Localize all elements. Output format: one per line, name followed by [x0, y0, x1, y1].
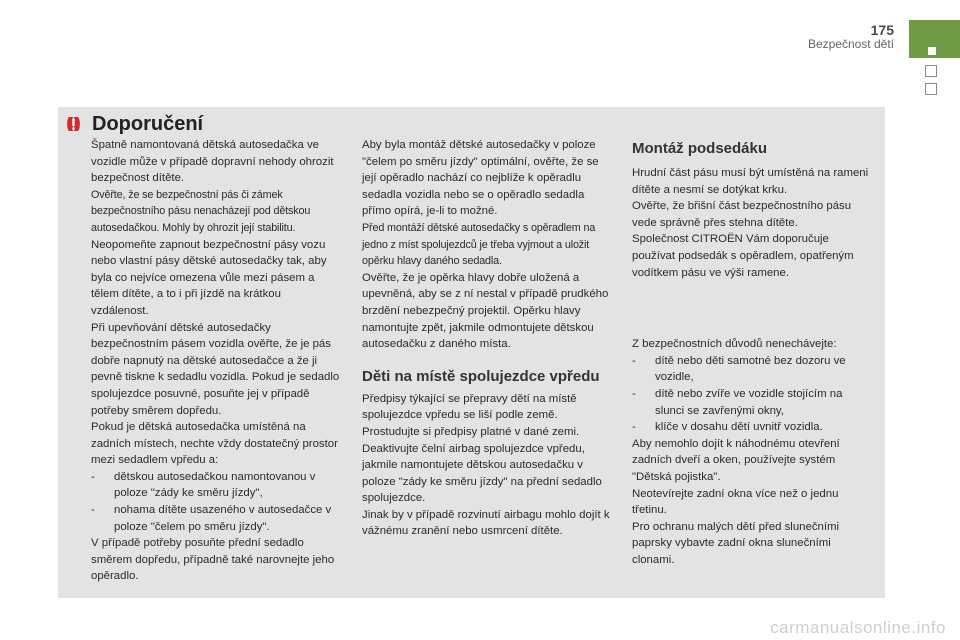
- paragraph: Jinak by v případě rozvinutí airbagu mohlo dojít k vážnému zranění nebo usmrcení dítěte.: [362, 508, 610, 538]
- watermark-footer: carmanualsonline.info: [770, 618, 946, 637]
- paragraph: Společnost CITROËN Vám doporučuje používat podsedák s opěradlem, opatřeným vodítkem pásu ve výši ramene.: [632, 233, 854, 279]
- list-dash: -: [632, 421, 636, 434]
- chapter-box: [925, 83, 937, 95]
- paragraph: Ověřte, že je opěrka hlavy dobře uložená a upevněná, aby se z ní nestal v případě prudkého brzdění nebezpečný projektil. Opěrku hlavy namontujte zpět, jakmile odmontujete dětskou autosedačku z daného místa.: [362, 271, 609, 351]
- paragraph: Špatně namontovaná dětská autosedačka ve vozidle může v případě dopravní nehody ohrozit bezpečnost dítěte.: [91, 139, 334, 185]
- paragraph: Neopomeňte zapnout bezpečnostní pásy vozu nebo vlastní pásy dětské autosedačky tak, aby byla co nejvíce omezena vůle mezi pásem a tělem dítěte, a to i při jízdě na krátkou vzdálenost.: [91, 238, 327, 317]
- paragraph: Ověřte, že se bezpečnostní pás či zámek bezpečnostního pásu nenacházejí pod dětskou autosedačkou. Mohly by ohrozit její stabilitu.: [91, 188, 311, 234]
- list-item: [632, 386, 872, 419]
- list-item: [632, 419, 872, 436]
- page-section-title: Bezpečnost dětí: [807, 37, 894, 51]
- spacer: [632, 281, 872, 336]
- list-item-text: nohama dítěte usazeného v autosedačce v poloze "čelem po směru jízdy".: [114, 504, 332, 533]
- list-item-text: klíče v dosahu dětí uvnitř vozidla.: [655, 421, 823, 434]
- paragraph: Neotevírejte zadní okna více než o jednu třetinu.: [632, 487, 839, 517]
- list-dash: -: [91, 470, 95, 483]
- paragraph: Hrudní část pásu musí být umístěná na rameni dítěte a nesmí se dotýkat krku.: [632, 167, 869, 196]
- paragraph: Před montáží dětské autosedačky s opěradlem na jedno z míst spolujezdců je třeba vyjmout a uložit opěrku hlavy daného sedadla.: [362, 221, 596, 268]
- list-dash: -: [632, 354, 636, 367]
- list-item-text: dětskou autosedačkou namontovanou v poloze "zády ke směru jízdy",: [114, 470, 316, 500]
- paragraph: Aby byla montáž dětské autosedačky v poloze "čelem po směru jízdy" optimální, ověřte, že se její opěradlo nachází co nejblíže k opěradlu sedadla vozidla nebo se o opěradlo sedadla přímo opírá, je-li to možné.: [362, 139, 599, 218]
- list-item: [91, 469, 341, 502]
- page-number: 175: [870, 22, 894, 38]
- paragraph: Ověřte, že břišní část bezpečnostního pásu vede správně přes stehna dítěte.: [632, 200, 852, 229]
- text-column-left: [91, 137, 341, 585]
- subheading-front-passenger: Děti na místě spolujezdce vpředu: [362, 367, 600, 385]
- paragraph: Pokud je dětská autosedačka umístěná na zadních místech, nechte vždy dostatečný prostor mezi sedadlem vpředu a:: [91, 421, 338, 467]
- paragraph: Předpisy týkající se přepravy dětí na místě spolujezdce vpředu se liší podle země. Prostudujte si předpisy platné v dané zemi.: [362, 392, 580, 438]
- chapter-tab: [909, 20, 960, 58]
- paragraph: Pro ochranu malých dětí před slunečními paprsky vybavte zadní okna slunečními clonami.: [632, 520, 840, 566]
- list-dash: -: [91, 504, 95, 517]
- subheading-booster-seat: Montáž podsedáku: [632, 140, 768, 157]
- section-title: Doporučení: [92, 113, 204, 135]
- warning-icon: [64, 116, 83, 132]
- list-item: [91, 502, 341, 535]
- list-dash: -: [632, 387, 636, 400]
- list-item-text: dítě nebo zvíře ve vozidle stojícím na slunci se zavřenými okny,: [655, 387, 843, 417]
- text-column-right: [632, 140, 872, 568]
- paragraph: Deaktivujte čelní airbag spolujezdce vpředu, jakmile namontujete dětskou autosedačku v poloze "zády ke směru jízdy" na přední sedadlo spolujezdce.: [362, 442, 602, 505]
- list-item-text: dítě nebo děti samotné bez dozoru ve vozidle,: [655, 354, 846, 384]
- text-column-middle: [362, 137, 610, 540]
- paragraph: Při upevňování dětské autosedačky bezpečnostním pásem vozidla ověřte, že je pás dobře napnutý na dětské autosedačce a že ji pevně tiskne k sedadlu vozidla. Pokud je sedadlo spolujezdce posuvné, posuňte jej v případě potřeby směrem dopředu.: [91, 321, 340, 417]
- paragraph: V případě potřeby posuňte přední sedadlo směrem dopředu, případně také narovnejte jeho opěradlo.: [91, 537, 335, 583]
- chapter-box: [925, 65, 937, 77]
- chapter-tab-marker: [928, 47, 936, 55]
- paragraph: Z bezpečnostních důvodů nenechávejte:: [632, 338, 837, 351]
- list-item: [632, 353, 872, 386]
- paragraph: Aby nemohlo dojít k náhodnému otevření zadních dveří a oken, používejte systém "Dětská pojistka".: [632, 437, 840, 483]
